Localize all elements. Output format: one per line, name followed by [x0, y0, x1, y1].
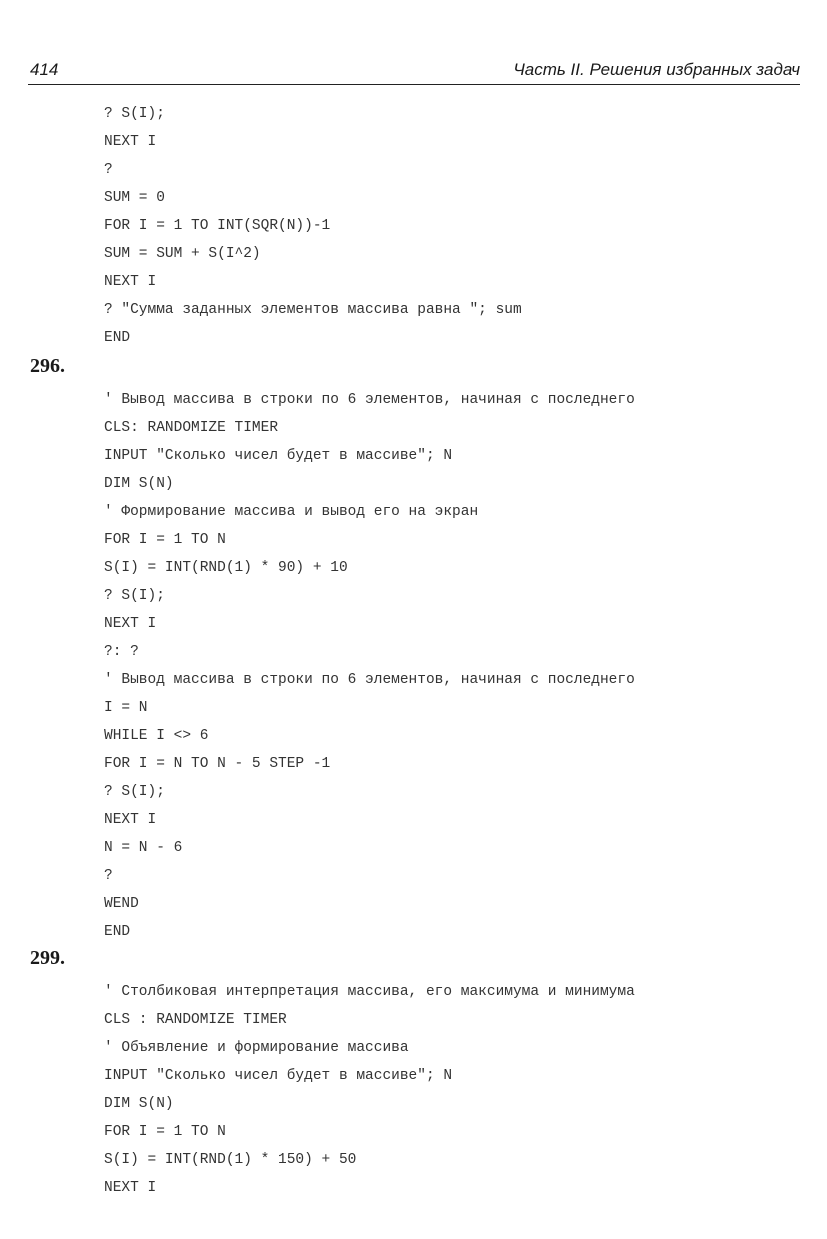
code-line: I = N — [104, 700, 148, 716]
code-line: ? S(I); — [104, 588, 165, 604]
page-number: 414 — [30, 60, 59, 79]
code-line: S(I) = INT(RND(1) * 90) + 10 — [104, 560, 348, 576]
code-block-continuation — [104, 100, 522, 352]
code-line: SUM = 0 — [104, 190, 165, 206]
code-line: ? — [104, 868, 113, 884]
code-line: WEND — [104, 896, 139, 912]
code-line: ' Столбиковая интерпретация массива, его максимума и минимума — [104, 984, 635, 1000]
code-line: END — [104, 924, 131, 940]
running-title: Часть II. Решения избранных задач — [513, 60, 800, 79]
code-line: ? — [104, 162, 113, 178]
code-line: INPUT "Сколько чисел будет в массиве"; N — [104, 448, 453, 464]
code-line: END — [104, 330, 131, 346]
code-line: NEXT I — [104, 1180, 157, 1196]
code-line: ' Вывод массива в строки по 6 элементов, начиная с последнего — [104, 672, 635, 688]
code-line: CLS : RANDOMIZE TIMER — [104, 1012, 287, 1028]
code-line: DIM S(N) — [104, 1096, 174, 1112]
code-line: FOR I = N TO N - 5 STEP -1 — [104, 756, 331, 772]
code-line: NEXT I — [104, 274, 157, 290]
code-line: N = N - 6 — [104, 840, 183, 856]
code-line: ' Вывод массива в строки по 6 элементов, начиная с последнего — [104, 392, 635, 408]
code-line: FOR I = 1 TO N — [104, 532, 226, 548]
code-line: ?: ? — [104, 644, 139, 660]
code-line: INPUT "Сколько чисел будет в массиве"; N — [104, 1068, 453, 1084]
code-line: NEXT I — [104, 134, 157, 150]
code-line: ? S(I); — [104, 784, 165, 800]
problem-number-299: 299. — [30, 947, 65, 969]
code-line: ' Формирование массива и вывод его на экран — [104, 504, 479, 520]
code-block-299 — [104, 978, 635, 1202]
code-line: ? "Сумма заданных элементов массива равна "; sum — [104, 302, 522, 318]
code-line: NEXT I — [104, 812, 157, 828]
code-line: WHILE I <> 6 — [104, 728, 209, 744]
code-line: FOR I = 1 TO N — [104, 1124, 226, 1140]
code-line: SUM = SUM + S(I^2) — [104, 246, 261, 262]
code-line: FOR I = 1 TO INT(SQR(N))-1 — [104, 218, 331, 234]
page-header — [28, 56, 800, 85]
code-block-296 — [104, 386, 635, 946]
code-line: NEXT I — [104, 616, 157, 632]
code-line: S(I) = INT(RND(1) * 150) + 50 — [104, 1152, 357, 1168]
code-line: ' Объявление и формирование массива — [104, 1040, 409, 1056]
code-line: ? S(I); — [104, 106, 165, 122]
code-line: DIM S(N) — [104, 476, 174, 492]
code-line: CLS: RANDOMIZE TIMER — [104, 420, 279, 436]
problem-number-296: 296. — [30, 355, 65, 377]
